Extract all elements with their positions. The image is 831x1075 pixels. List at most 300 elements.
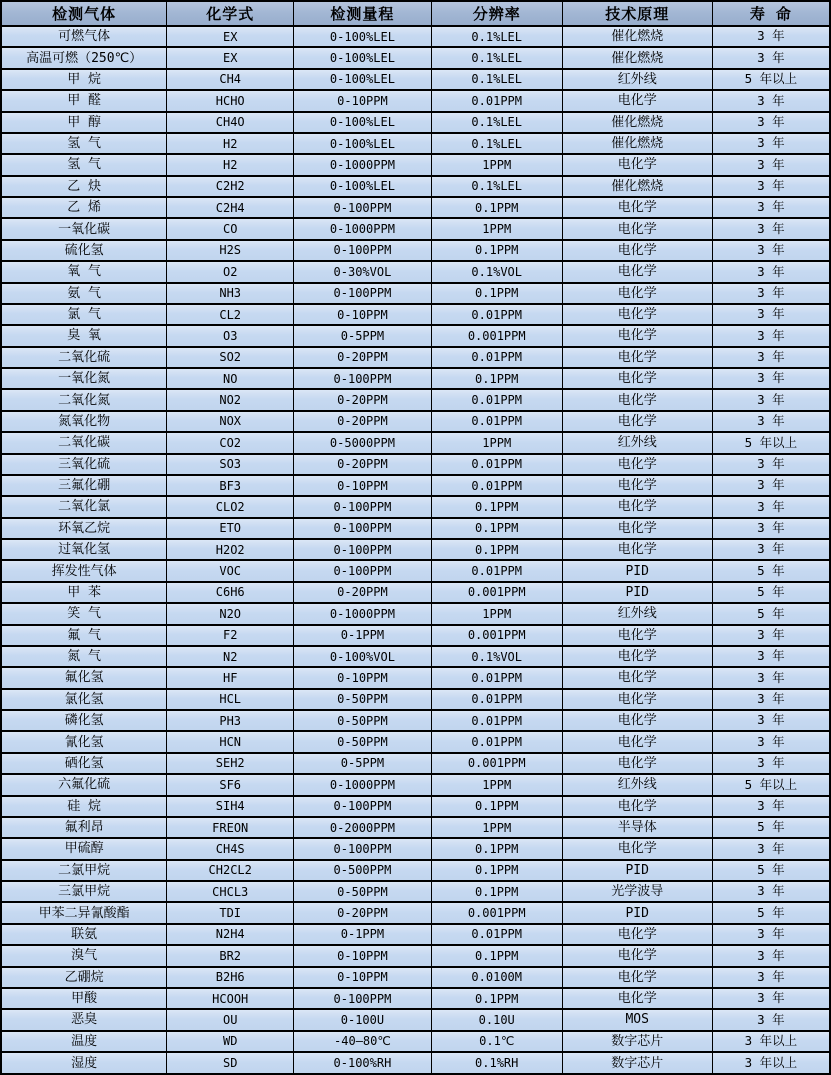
cell-lifespan: 3 年 bbox=[712, 133, 830, 154]
cell-lifespan: 3 年 bbox=[712, 518, 830, 539]
cell-chemical-formula: CL2 bbox=[167, 304, 294, 325]
cell-resolution: 1PPM bbox=[431, 218, 562, 239]
cell-lifespan: 3 年 bbox=[712, 411, 830, 432]
cell-lifespan: 3 年 bbox=[712, 796, 830, 817]
cell-tech-principle: 电化学 bbox=[562, 967, 712, 988]
cell-chemical-formula: C6H6 bbox=[167, 582, 294, 603]
cell-tech-principle: 红外线 bbox=[562, 603, 712, 624]
col-header-lifespan: 寿 命 bbox=[712, 1, 830, 26]
cell-detection-range: 0-100%RH bbox=[294, 1052, 432, 1074]
cell-gas-name: 硅 烷 bbox=[1, 796, 167, 817]
cell-gas-name: 甲硫醇 bbox=[1, 838, 167, 859]
cell-detection-range: 0-100%VOL bbox=[294, 646, 432, 667]
cell-detection-range: 0-1000PPM bbox=[294, 603, 432, 624]
cell-tech-principle: 电化学 bbox=[562, 283, 712, 304]
cell-tech-principle: 红外线 bbox=[562, 432, 712, 453]
cell-tech-principle: 电化学 bbox=[562, 667, 712, 688]
cell-lifespan: 3 年以上 bbox=[712, 1052, 830, 1074]
cell-chemical-formula: HCL bbox=[167, 689, 294, 710]
cell-resolution: 0.1PPM bbox=[431, 368, 562, 389]
cell-chemical-formula: WD bbox=[167, 1031, 294, 1052]
cell-lifespan: 3 年 bbox=[712, 368, 830, 389]
cell-tech-principle: 电化学 bbox=[562, 796, 712, 817]
cell-gas-name: 乙硼烷 bbox=[1, 967, 167, 988]
cell-gas-name: 二氧化氯 bbox=[1, 496, 167, 517]
col-header-detection-range: 检测量程 bbox=[294, 1, 432, 26]
cell-gas-name: 臭 氧 bbox=[1, 325, 167, 346]
table-row bbox=[1, 133, 830, 154]
cell-tech-principle: 电化学 bbox=[562, 154, 712, 175]
cell-chemical-formula: NH3 bbox=[167, 283, 294, 304]
cell-lifespan: 3 年以上 bbox=[712, 1031, 830, 1052]
cell-lifespan: 3 年 bbox=[712, 625, 830, 646]
cell-detection-range: 0-100PPM bbox=[294, 518, 432, 539]
cell-chemical-formula: C2H4 bbox=[167, 197, 294, 218]
cell-detection-range: 0-10PPM bbox=[294, 475, 432, 496]
cell-detection-range: 0-20PPM bbox=[294, 389, 432, 410]
cell-resolution: 0.10U bbox=[431, 1009, 562, 1030]
cell-chemical-formula: CO bbox=[167, 218, 294, 239]
cell-tech-principle: PID bbox=[562, 902, 712, 923]
cell-detection-range: 0-100%LEL bbox=[294, 69, 432, 90]
col-header-tech-principle: 技术原理 bbox=[562, 1, 712, 26]
table-row bbox=[1, 496, 830, 517]
cell-chemical-formula: CO2 bbox=[167, 432, 294, 453]
cell-detection-range: 0-100PPM bbox=[294, 240, 432, 261]
cell-chemical-formula: ETO bbox=[167, 518, 294, 539]
cell-resolution: 0.01PPM bbox=[431, 389, 562, 410]
table-row bbox=[1, 603, 830, 624]
cell-detection-range: 0-10PPM bbox=[294, 304, 432, 325]
cell-lifespan: 5 年以上 bbox=[712, 774, 830, 795]
cell-gas-name: 一氧化碳 bbox=[1, 218, 167, 239]
table-row bbox=[1, 1031, 830, 1052]
cell-tech-principle: 半导体 bbox=[562, 817, 712, 838]
cell-tech-principle: 电化学 bbox=[562, 389, 712, 410]
cell-lifespan: 5 年 bbox=[712, 902, 830, 923]
cell-gas-name: 甲 烷 bbox=[1, 69, 167, 90]
cell-chemical-formula: HF bbox=[167, 667, 294, 688]
cell-resolution: 0.1PPM bbox=[431, 838, 562, 859]
cell-detection-range: 0-10PPM bbox=[294, 667, 432, 688]
cell-resolution: 0.01PPM bbox=[431, 347, 562, 368]
cell-gas-name: 三氟化硼 bbox=[1, 475, 167, 496]
cell-gas-name: 氢 气 bbox=[1, 133, 167, 154]
cell-gas-name: 二氧化碳 bbox=[1, 432, 167, 453]
cell-resolution: 0.01PPM bbox=[431, 411, 562, 432]
table-row bbox=[1, 753, 830, 774]
table-row bbox=[1, 432, 830, 453]
cell-detection-range: 0-50PPM bbox=[294, 689, 432, 710]
cell-gas-name: 二氯甲烷 bbox=[1, 860, 167, 881]
cell-detection-range: 0-20PPM bbox=[294, 411, 432, 432]
table-row bbox=[1, 1052, 830, 1074]
cell-resolution: 0.001PPM bbox=[431, 582, 562, 603]
cell-gas-name: 温度 bbox=[1, 1031, 167, 1052]
cell-chemical-formula: NO2 bbox=[167, 389, 294, 410]
table-row bbox=[1, 218, 830, 239]
cell-detection-range: 0-30%VOL bbox=[294, 261, 432, 282]
cell-tech-principle: 电化学 bbox=[562, 710, 712, 731]
cell-chemical-formula: PH3 bbox=[167, 710, 294, 731]
cell-detection-range: 0-1000PPM bbox=[294, 218, 432, 239]
cell-detection-range: 0-5PPM bbox=[294, 753, 432, 774]
cell-resolution: 1PPM bbox=[431, 817, 562, 838]
table-row bbox=[1, 710, 830, 731]
cell-resolution: 0.001PPM bbox=[431, 753, 562, 774]
cell-detection-range: 0-100PPM bbox=[294, 539, 432, 560]
cell-chemical-formula: SO2 bbox=[167, 347, 294, 368]
table-row bbox=[1, 881, 830, 902]
cell-detection-range: 0-100U bbox=[294, 1009, 432, 1030]
cell-resolution: 0.1PPM bbox=[431, 945, 562, 966]
cell-gas-name: 三氯甲烷 bbox=[1, 881, 167, 902]
cell-resolution: 0.001PPM bbox=[431, 902, 562, 923]
cell-gas-name: 氮氧化物 bbox=[1, 411, 167, 432]
cell-lifespan: 3 年 bbox=[712, 197, 830, 218]
cell-detection-range: 0-5PPM bbox=[294, 325, 432, 346]
col-header-resolution: 分辨率 bbox=[431, 1, 562, 26]
cell-tech-principle: MOS bbox=[562, 1009, 712, 1030]
table-row bbox=[1, 176, 830, 197]
cell-tech-principle: 催化燃烧 bbox=[562, 133, 712, 154]
table-row bbox=[1, 90, 830, 111]
cell-gas-name: 三氧化硫 bbox=[1, 454, 167, 475]
cell-detection-range: 0-50PPM bbox=[294, 881, 432, 902]
cell-lifespan: 3 年 bbox=[712, 710, 830, 731]
cell-gas-name: 氟利昂 bbox=[1, 817, 167, 838]
cell-tech-principle: PID bbox=[562, 582, 712, 603]
table-row bbox=[1, 69, 830, 90]
table-row bbox=[1, 26, 830, 47]
cell-resolution: 0.1%VOL bbox=[431, 261, 562, 282]
cell-lifespan: 5 年 bbox=[712, 817, 830, 838]
cell-tech-principle: 电化学 bbox=[562, 347, 712, 368]
cell-resolution: 0.0100M bbox=[431, 967, 562, 988]
cell-detection-range: 0-100%LEL bbox=[294, 26, 432, 47]
cell-gas-name: 二氧化硫 bbox=[1, 347, 167, 368]
cell-chemical-formula: SEH2 bbox=[167, 753, 294, 774]
cell-resolution: 0.01PPM bbox=[431, 304, 562, 325]
cell-tech-principle: 电化学 bbox=[562, 411, 712, 432]
cell-tech-principle: 电化学 bbox=[562, 197, 712, 218]
cell-gas-name: 氯化氢 bbox=[1, 689, 167, 710]
cell-lifespan: 5 年以上 bbox=[712, 69, 830, 90]
cell-lifespan: 3 年 bbox=[712, 945, 830, 966]
table-row bbox=[1, 967, 830, 988]
col-header-gas-name: 检测气体 bbox=[1, 1, 167, 26]
cell-gas-name: 氰化氢 bbox=[1, 731, 167, 752]
cell-gas-name: 乙 烯 bbox=[1, 197, 167, 218]
cell-tech-principle: 催化燃烧 bbox=[562, 112, 712, 133]
table-row bbox=[1, 154, 830, 175]
table-row bbox=[1, 774, 830, 795]
cell-resolution: 0.1%LEL bbox=[431, 47, 562, 68]
cell-chemical-formula: SD bbox=[167, 1052, 294, 1074]
cell-detection-range: 0-100PPM bbox=[294, 197, 432, 218]
cell-resolution: 0.1PPM bbox=[431, 240, 562, 261]
cell-chemical-formula: CH2CL2 bbox=[167, 860, 294, 881]
cell-resolution: 0.1PPM bbox=[431, 283, 562, 304]
cell-detection-range: 0-100%LEL bbox=[294, 47, 432, 68]
cell-resolution: 0.1%LEL bbox=[431, 176, 562, 197]
table-row bbox=[1, 454, 830, 475]
cell-chemical-formula: EX bbox=[167, 47, 294, 68]
table-row bbox=[1, 988, 830, 1009]
cell-chemical-formula: HCHO bbox=[167, 90, 294, 111]
cell-detection-range: 0-100%LEL bbox=[294, 112, 432, 133]
table-row bbox=[1, 347, 830, 368]
cell-tech-principle: 电化学 bbox=[562, 518, 712, 539]
cell-resolution: 0.1PPM bbox=[431, 197, 562, 218]
cell-lifespan: 3 年 bbox=[712, 646, 830, 667]
cell-tech-principle: 电化学 bbox=[562, 924, 712, 945]
cell-tech-principle: 电化学 bbox=[562, 304, 712, 325]
table-row bbox=[1, 625, 830, 646]
cell-chemical-formula: F2 bbox=[167, 625, 294, 646]
cell-tech-principle: 电化学 bbox=[562, 945, 712, 966]
cell-tech-principle: 电化学 bbox=[562, 325, 712, 346]
cell-resolution: 0.1%LEL bbox=[431, 112, 562, 133]
table-row bbox=[1, 1009, 830, 1030]
header-row bbox=[1, 1, 830, 26]
cell-detection-range: 0-100PPM bbox=[294, 988, 432, 1009]
cell-chemical-formula: TDI bbox=[167, 902, 294, 923]
cell-resolution: 0.01PPM bbox=[431, 667, 562, 688]
cell-chemical-formula: O3 bbox=[167, 325, 294, 346]
cell-lifespan: 3 年 bbox=[712, 881, 830, 902]
cell-lifespan: 3 年 bbox=[712, 26, 830, 47]
cell-chemical-formula: B2H6 bbox=[167, 967, 294, 988]
cell-tech-principle: PID bbox=[562, 560, 712, 581]
cell-resolution: 0.001PPM bbox=[431, 625, 562, 646]
cell-gas-name: 氧 气 bbox=[1, 261, 167, 282]
cell-tech-principle: 电化学 bbox=[562, 368, 712, 389]
cell-tech-principle: 催化燃烧 bbox=[562, 176, 712, 197]
cell-gas-name: 笑 气 bbox=[1, 603, 167, 624]
cell-gas-name: 硒化氢 bbox=[1, 753, 167, 774]
table-row bbox=[1, 411, 830, 432]
cell-gas-name: 乙 炔 bbox=[1, 176, 167, 197]
table-header bbox=[1, 1, 830, 26]
cell-chemical-formula: H2O2 bbox=[167, 539, 294, 560]
cell-tech-principle: 红外线 bbox=[562, 69, 712, 90]
cell-resolution: 0.01PPM bbox=[431, 560, 562, 581]
cell-gas-name: 挥发性气体 bbox=[1, 560, 167, 581]
cell-resolution: 0.1℃ bbox=[431, 1031, 562, 1052]
cell-chemical-formula: C2H2 bbox=[167, 176, 294, 197]
cell-lifespan: 3 年 bbox=[712, 454, 830, 475]
cell-gas-name: 高温可燃（250℃） bbox=[1, 47, 167, 68]
cell-detection-range: 0-20PPM bbox=[294, 347, 432, 368]
table-row bbox=[1, 689, 830, 710]
cell-resolution: 0.001PPM bbox=[431, 325, 562, 346]
table-row bbox=[1, 860, 830, 881]
cell-chemical-formula: BR2 bbox=[167, 945, 294, 966]
cell-chemical-formula: CH4S bbox=[167, 838, 294, 859]
cell-lifespan: 3 年 bbox=[712, 731, 830, 752]
cell-lifespan: 3 年 bbox=[712, 154, 830, 175]
cell-chemical-formula: O2 bbox=[167, 261, 294, 282]
cell-lifespan: 3 年 bbox=[712, 240, 830, 261]
table-row bbox=[1, 796, 830, 817]
cell-gas-name: 氟 气 bbox=[1, 625, 167, 646]
cell-chemical-formula: CLO2 bbox=[167, 496, 294, 517]
cell-detection-range: 0-100PPM bbox=[294, 796, 432, 817]
cell-tech-principle: 数字芯片 bbox=[562, 1052, 712, 1074]
cell-resolution: 0.1%RH bbox=[431, 1052, 562, 1074]
cell-detection-range: 0-1000PPM bbox=[294, 154, 432, 175]
cell-chemical-formula: H2 bbox=[167, 133, 294, 154]
cell-tech-principle: 电化学 bbox=[562, 496, 712, 517]
cell-lifespan: 3 年 bbox=[712, 1009, 830, 1030]
cell-detection-range: 0-10PPM bbox=[294, 945, 432, 966]
cell-chemical-formula: N2O bbox=[167, 603, 294, 624]
cell-resolution: 1PPM bbox=[431, 603, 562, 624]
cell-tech-principle: 电化学 bbox=[562, 689, 712, 710]
table-row bbox=[1, 539, 830, 560]
cell-detection-range: 0-10PPM bbox=[294, 90, 432, 111]
cell-chemical-formula: FREON bbox=[167, 817, 294, 838]
cell-detection-range: 0-500PPM bbox=[294, 860, 432, 881]
table-row bbox=[1, 240, 830, 261]
cell-resolution: 0.01PPM bbox=[431, 454, 562, 475]
cell-detection-range: 0-2000PPM bbox=[294, 817, 432, 838]
cell-lifespan: 3 年 bbox=[712, 539, 830, 560]
cell-tech-principle: 电化学 bbox=[562, 261, 712, 282]
cell-lifespan: 5 年以上 bbox=[712, 432, 830, 453]
cell-tech-principle: 电化学 bbox=[562, 475, 712, 496]
cell-gas-name: 可燃气体 bbox=[1, 26, 167, 47]
cell-resolution: 0.1PPM bbox=[431, 988, 562, 1009]
table-row bbox=[1, 582, 830, 603]
table-row bbox=[1, 368, 830, 389]
cell-detection-range: 0-100%LEL bbox=[294, 133, 432, 154]
cell-tech-principle: 电化学 bbox=[562, 731, 712, 752]
cell-resolution: 0.1%LEL bbox=[431, 26, 562, 47]
cell-lifespan: 3 年 bbox=[712, 176, 830, 197]
cell-tech-principle: 红外线 bbox=[562, 774, 712, 795]
cell-lifespan: 3 年 bbox=[712, 838, 830, 859]
table-row bbox=[1, 304, 830, 325]
cell-tech-principle: PID bbox=[562, 860, 712, 881]
cell-lifespan: 3 年 bbox=[712, 689, 830, 710]
cell-detection-range: 0-20PPM bbox=[294, 582, 432, 603]
cell-lifespan: 5 年 bbox=[712, 603, 830, 624]
table-row bbox=[1, 518, 830, 539]
cell-chemical-formula: BF3 bbox=[167, 475, 294, 496]
cell-resolution: 0.01PPM bbox=[431, 710, 562, 731]
cell-lifespan: 3 年 bbox=[712, 283, 830, 304]
cell-lifespan: 3 年 bbox=[712, 389, 830, 410]
cell-gas-name: 氢 气 bbox=[1, 154, 167, 175]
cell-resolution: 0.01PPM bbox=[431, 924, 562, 945]
cell-resolution: 1PPM bbox=[431, 432, 562, 453]
cell-chemical-formula: H2 bbox=[167, 154, 294, 175]
cell-gas-name: 氨 气 bbox=[1, 283, 167, 304]
cell-gas-name: 二氧化氮 bbox=[1, 389, 167, 410]
cell-detection-range: 0-10PPM bbox=[294, 967, 432, 988]
cell-tech-principle: 电化学 bbox=[562, 625, 712, 646]
cell-gas-name: 甲 醛 bbox=[1, 90, 167, 111]
cell-lifespan: 5 年 bbox=[712, 860, 830, 881]
cell-detection-range: 0-100PPM bbox=[294, 283, 432, 304]
cell-detection-range: 0-1PPM bbox=[294, 625, 432, 646]
cell-gas-name: 氯 气 bbox=[1, 304, 167, 325]
cell-chemical-formula: OU bbox=[167, 1009, 294, 1030]
cell-gas-name: 湿度 bbox=[1, 1052, 167, 1074]
cell-lifespan: 5 年 bbox=[712, 560, 830, 581]
cell-resolution: 1PPM bbox=[431, 774, 562, 795]
cell-chemical-formula: CH4 bbox=[167, 69, 294, 90]
cell-gas-name: 甲酸 bbox=[1, 988, 167, 1009]
cell-lifespan: 3 年 bbox=[712, 924, 830, 945]
cell-lifespan: 3 年 bbox=[712, 304, 830, 325]
cell-gas-name: 氮 气 bbox=[1, 646, 167, 667]
cell-tech-principle: 电化学 bbox=[562, 838, 712, 859]
table-row bbox=[1, 838, 830, 859]
cell-chemical-formula: HCOOH bbox=[167, 988, 294, 1009]
cell-detection-range: 0-100PPM bbox=[294, 368, 432, 389]
table-row bbox=[1, 945, 830, 966]
cell-chemical-formula: CHCL3 bbox=[167, 881, 294, 902]
cell-resolution: 0.01PPM bbox=[431, 475, 562, 496]
cell-tech-principle: 电化学 bbox=[562, 240, 712, 261]
cell-lifespan: 3 年 bbox=[712, 347, 830, 368]
cell-chemical-formula: SO3 bbox=[167, 454, 294, 475]
cell-detection-range: 0-1PPM bbox=[294, 924, 432, 945]
cell-gas-name: 磷化氢 bbox=[1, 710, 167, 731]
cell-gas-name: 溴气 bbox=[1, 945, 167, 966]
cell-tech-principle: 催化燃烧 bbox=[562, 26, 712, 47]
cell-resolution: 0.01PPM bbox=[431, 90, 562, 111]
cell-gas-name: 硫化氢 bbox=[1, 240, 167, 261]
cell-chemical-formula: N2H4 bbox=[167, 924, 294, 945]
table-row bbox=[1, 667, 830, 688]
cell-tech-principle: 电化学 bbox=[562, 218, 712, 239]
cell-detection-range: 0-100PPM bbox=[294, 838, 432, 859]
cell-resolution: 0.1%LEL bbox=[431, 133, 562, 154]
cell-gas-name: 氟化氢 bbox=[1, 667, 167, 688]
cell-gas-name: 甲苯二异氰酸酯 bbox=[1, 902, 167, 923]
cell-gas-name: 六氟化硫 bbox=[1, 774, 167, 795]
cell-resolution: 0.01PPM bbox=[431, 731, 562, 752]
cell-lifespan: 3 年 bbox=[712, 475, 830, 496]
cell-detection-range: 0-5000PPM bbox=[294, 432, 432, 453]
table-row bbox=[1, 817, 830, 838]
cell-lifespan: 3 年 bbox=[712, 90, 830, 111]
cell-chemical-formula: NOX bbox=[167, 411, 294, 432]
table-row bbox=[1, 197, 830, 218]
cell-resolution: 0.1PPM bbox=[431, 496, 562, 517]
cell-chemical-formula: EX bbox=[167, 26, 294, 47]
cell-tech-principle: 光学波导 bbox=[562, 881, 712, 902]
cell-lifespan: 3 年 bbox=[712, 112, 830, 133]
cell-lifespan: 3 年 bbox=[712, 261, 830, 282]
table-row bbox=[1, 924, 830, 945]
cell-gas-name: 恶臭 bbox=[1, 1009, 167, 1030]
table-row bbox=[1, 325, 830, 346]
cell-gas-name: 环氧乙烷 bbox=[1, 518, 167, 539]
cell-tech-principle: 电化学 bbox=[562, 646, 712, 667]
cell-resolution: 1PPM bbox=[431, 154, 562, 175]
cell-detection-range: 0-20PPM bbox=[294, 454, 432, 475]
cell-lifespan: 3 年 bbox=[712, 47, 830, 68]
cell-lifespan: 3 年 bbox=[712, 967, 830, 988]
cell-detection-range: -40—80℃ bbox=[294, 1031, 432, 1052]
cell-tech-principle: 数字芯片 bbox=[562, 1031, 712, 1052]
col-header-chemical-formula: 化学式 bbox=[167, 1, 294, 26]
